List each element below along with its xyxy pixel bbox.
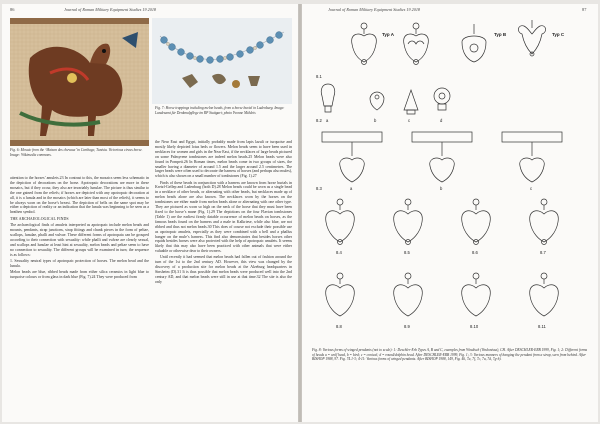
row-label: 8.6 (472, 250, 478, 255)
paragraph: Until recently it had seemed that melon beads had fallen out of fashion around the turn of the 1st to the 2nd century AD. However, this view was changed by the discovery of a production site for melon beads at the Alzeburg headquarters in Sinsheim (D).31 It is thus possible that melon beads were produced well into the 2nd century AD, and that melon beads were still in use at that time.32 The site is also the only (155, 255, 292, 284)
melon-beads-illustration (152, 18, 292, 104)
winged-pendant-8-8 (326, 273, 355, 316)
pendant-type-a (352, 23, 377, 65)
row-label: 8.9 (404, 324, 410, 329)
left-running-head: Journal of Roman Military Equipment Studies 19 2018 (64, 7, 157, 12)
strap-hanging-c (502, 132, 562, 182)
paragraph: The archaeological finds of amulets interpreted as apotropaic include melon beads and mounts, pendants, strap junctions, strap fittings and chunk pieces in the form of peltae, scallops, lunulae, phalli and vulvae. These different forms of apotropaia can be grouped according to their connection with sexuality: while phalli and vulvae are clearly sexual, and scallops and lunulae at least hint at sexuality, melon beads and peltae seem to have no connection to sexuality. The different groups will be examined in turn; the sequence is as follows: (10, 223, 149, 257)
fig7-caption: Fig. 7: Horse trappings including melon beads, from a horse burial in Ladenburg. Image: Landesamt für Denkmalpflege im RP Stuttgart; photo Yvonne Mühleis (155, 106, 285, 115)
fig6-caption: Fig. 6: Mosaic from the ‘Maison des chevaux’ in Carthage, Tunisia. Victorious circus horse. Image: Wikimedia commons. (10, 148, 143, 157)
row-label: 8.7 (540, 250, 546, 255)
mosaic-horse-illustration (10, 18, 149, 146)
row-label: 8.5 (404, 250, 410, 255)
strap-hanging-b (412, 132, 472, 182)
pendant-type-c (518, 20, 545, 56)
row-label: 8.3 (316, 186, 322, 191)
winged-pendant-8-5 (394, 199, 423, 245)
letter-label: b (374, 118, 377, 123)
pendant-head-c (404, 90, 418, 114)
winged-pendant-8-11 (530, 273, 559, 316)
section-heading: THE ARCHAEOLOGICAL FINDS (10, 217, 69, 222)
row-label: 8.2 (316, 118, 322, 123)
letter-label: b (440, 186, 443, 191)
mosaic-image (10, 18, 149, 146)
winged-pendant-8-4 (326, 199, 355, 245)
label-typ-a: Typ A (382, 32, 394, 37)
row-label: 8.8 (336, 324, 342, 329)
letter-label: c (530, 186, 533, 191)
winged-pendant-8-9 (394, 273, 423, 316)
paragraph: the Near East and Egypt, initially probably made from lapis lazuli or turquoise and mostly likely depicted lotus beds or flowers. Melon beads seem to have been used in necklaces for women and girls in the Near East, if the necklaces of large beads pictured on some Palmyrene tombstones are indeed melon beads.25 Melon beads were also found in Pompeii.26 In Roman times, melon beads come in two groups of sizes, the smaller having a diameter of around 1.5 and the larger around 2.5 centimetres. The larger beads were often used to decorate the harness of horses (and perhaps also mules), which is also shown on a small number of tombstones (Fig. 1).27 (155, 140, 292, 179)
pendant-type-a-second (404, 23, 429, 65)
beads-image (152, 18, 292, 104)
fig8-caption: Fig. 8: Various forms of winged pendants (not to scale): 1: Deschler-Erb Types A, B and C, examples from Windisch (Vindonissa), CH. After DESCHLER-ERB 1999, Fig. 1; 2: Different forms of heads a = wolf head, b = bird; c = conical; d = round/dolphin head. After DESCHLER-ERB 1999, Fig. 1; 3: Various manners of hanging the pendant from a strap, seen from behind. After BISHOP 1988, 97. Fig. 74.1-3; 4-11: Various forms of winged pendants. After BISHOP 1988, 149, Fig. 46, 7a, 7f, 7c, 7a, 7d, 7g-h). (312, 348, 588, 361)
left-column-text (10, 176, 149, 414)
pendant-head-b (370, 92, 384, 110)
row-label: 8.10 (470, 324, 479, 329)
letter-label: a (326, 118, 329, 123)
winged-pendant-8-6 (462, 199, 491, 245)
left-page (2, 4, 298, 422)
row-label: 8.11 (538, 324, 546, 329)
pendant-type-b (462, 24, 486, 62)
right-page (302, 4, 598, 422)
winged-pendant-8-10 (462, 273, 491, 316)
paragraph: Finds of these beads in conjunction with a harness are known from horse burials in Kretzl-Gellep and Ladenburg (both D).28 Melon beads could be worn as a single bead in a necklace of other beads, or alternating with other beads, but necklaces made up of melon beads alone are also known. The necklaces worn by the horses on the tombstones are either made from melon beads alone or alternating with one other type. They are pictured as worn so high on the neck of the horse that they must have been fixed to the horse’s mane (Fig. 1).29 The depictions on the four Flavian tombstones (Table 1) are the earliest firmly datable occurrence of melon beads on horses, as the famous beads found on the harness and a male in Kalkriese, while also blue, are not ribbed and thus not melon beads.30 This does of course not exclude their possible use as apotropaic amulets, especially as they were combined with a bell and a phallus hanger on the mule’s harness. This find also demonstrates that besides horses other equids besides horses were also protected with the help of apotropaic amulets. It seems likely that this may also have been practiced with other animals that were either valuable or otherwise dear to their owners. (155, 180, 292, 254)
letter-label: c (408, 118, 411, 123)
pendant-head-d (434, 88, 450, 110)
paragraph: attention to the horses’ amulets.23 In contrast to this, the mosaics seem less schematic in the depiction of decorations on the horse. Apotropaic decorations are more in these mosaics, but if they occur, they also are invariably lunulae. The picture is thus similar to the one gained from the reliefs; if horses are depicted with any apotropaic decoration at all, it is a lunula and in the mosaics (which are later than most of the reliefs), it seems to be always worn on the horse’s breast. The depiction of bells on the same spot may be either a depiction of reality or an indication that the lunula was beginning to be seen as a heathen symbol. (10, 176, 149, 215)
paragraph: 1. Sexuality neutral types of apotropaic protection of horses. The melon bead and the lunula. (10, 258, 149, 268)
right-column-text (155, 140, 292, 414)
paragraph: Melon beads are blue, ribbed beads made from either silica ceramics in light blue to turquoise colours or from glass in dark blue (Fig. 7).24 They were produced from (10, 270, 149, 279)
pendant-head-a (321, 84, 335, 112)
left-page-number: 86 (10, 7, 15, 12)
winged-pendants-figure (312, 18, 590, 340)
strap-hanging-a (322, 132, 382, 182)
label-typ-b: Typ B (494, 32, 507, 37)
right-running-head: Journal of Roman Military Equipment Studies 19 2018 (328, 7, 421, 12)
label-typ-c: Typ C (552, 32, 565, 37)
row-label: 8.1 (316, 74, 322, 79)
letter-label: d (440, 118, 443, 123)
row-label: 8.4 (336, 250, 342, 255)
letter-label: a (350, 186, 353, 191)
winged-pendant-8-7 (530, 199, 559, 245)
right-page-number: 87 (582, 7, 587, 12)
